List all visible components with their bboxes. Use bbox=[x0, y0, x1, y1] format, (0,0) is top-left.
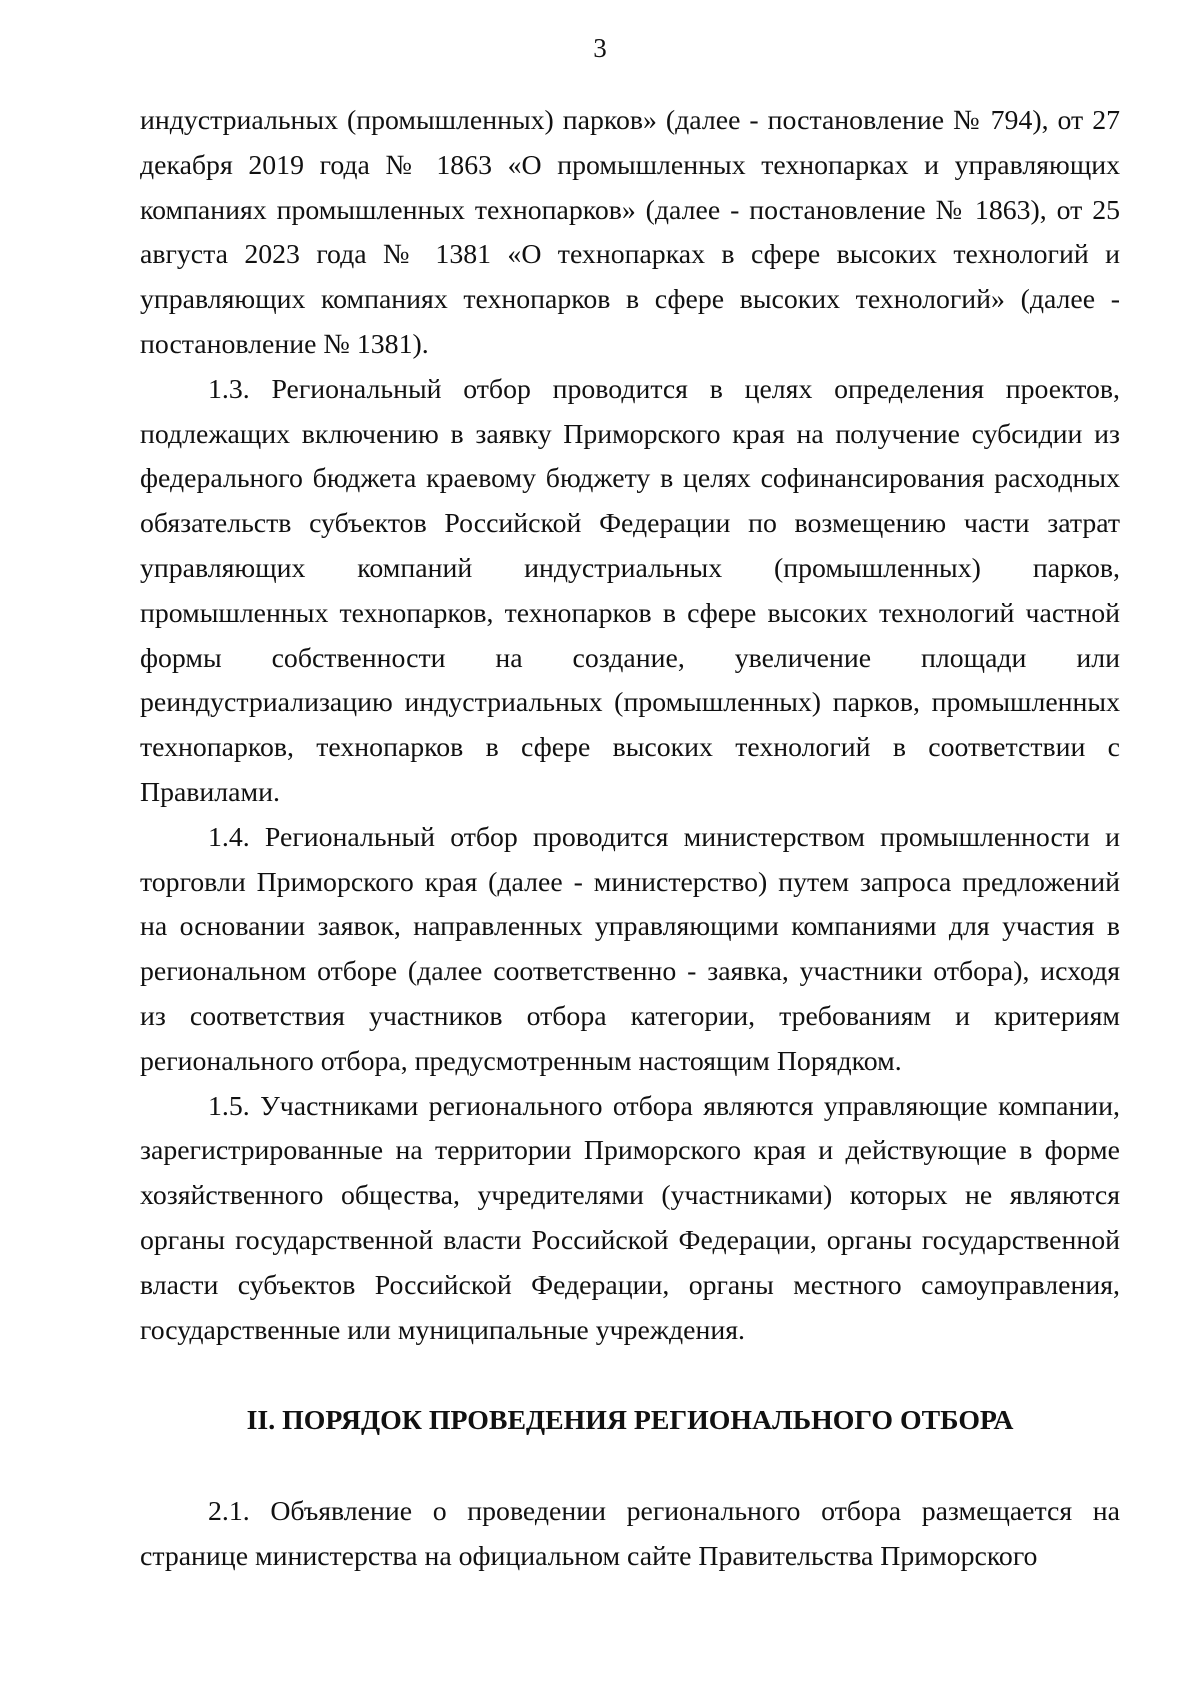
page-number: 3 bbox=[593, 33, 607, 63]
paragraph-continuation: индустриальных (промышленных) парков» (далее - постановление № 794), от 27 декабря 2019 года № 1863 «О промышленных технопарках и управляющих компаниях промышленных технопарков» (далее - постановление № 1863), от 25 августа 2023 года № 1381 «О технопарках в сфере высоких технологий и управляющих компаниях технопарков в сфере высоких технологий» (далее - постановление № 1381). bbox=[140, 105, 1120, 360]
paragraph-1-5: 1.5. Участниками регионального отбора являются управляющие компании, зарегистрированные на территории Приморского края и действующие в форме хозяйственного общества, учредителями (участниками) которых не являются органы государственной власти Российской Федерации, органы государственной власти субъектов Российской Федерации, органы местного самоуправления, государственные или муниципальные учреждения. bbox=[140, 1090, 1120, 1346]
section-heading: II. ПОРЯДОК ПРОВЕДЕНИЯ РЕГИОНАЛЬНОГО ОТБОРА bbox=[246, 1405, 1014, 1437]
paragraph-2-1: 2.1. Объявление о проведении регионального отбора размещается на странице министерства на официальном сайте Правительства Приморского bbox=[140, 1496, 1120, 1572]
paragraph-1-4: 1.4. Региональный отбор проводится министерством промышленности и торговли Приморского края (далее - министерство) путем запроса предложений на основании заявок, направленных управляющими компаниями для участия в региональном отборе (далее соответственно - заявка, участники отбора), исходя из соответствия участников отбора категории, требованиям и критериям регионального отбора, предусмотренным настоящим Порядком. bbox=[140, 821, 1120, 1077]
paragraph-1-3: 1.3. Региональный отбор проводится в целях определения проектов, подлежащих включению в заявку Приморского края на получение субсидии из федерального бюджета краевому бюджету в целях софинансирования расходных обязательств субъектов Российской Федерации по возмещению части затрат управляющих компаний индустриальных (промышленных) парков, промышленных технопарков, технопарков в сфере высоких технологий частной формы собственности на создание, увеличение площади или реиндустриализацию индустриальных (промышленных) парков, промышленных технопарков, технопарков в сфере высоких технологий в соответствии с Правилами. bbox=[140, 373, 1120, 808]
document-body bbox=[140, 99, 1120, 1580]
